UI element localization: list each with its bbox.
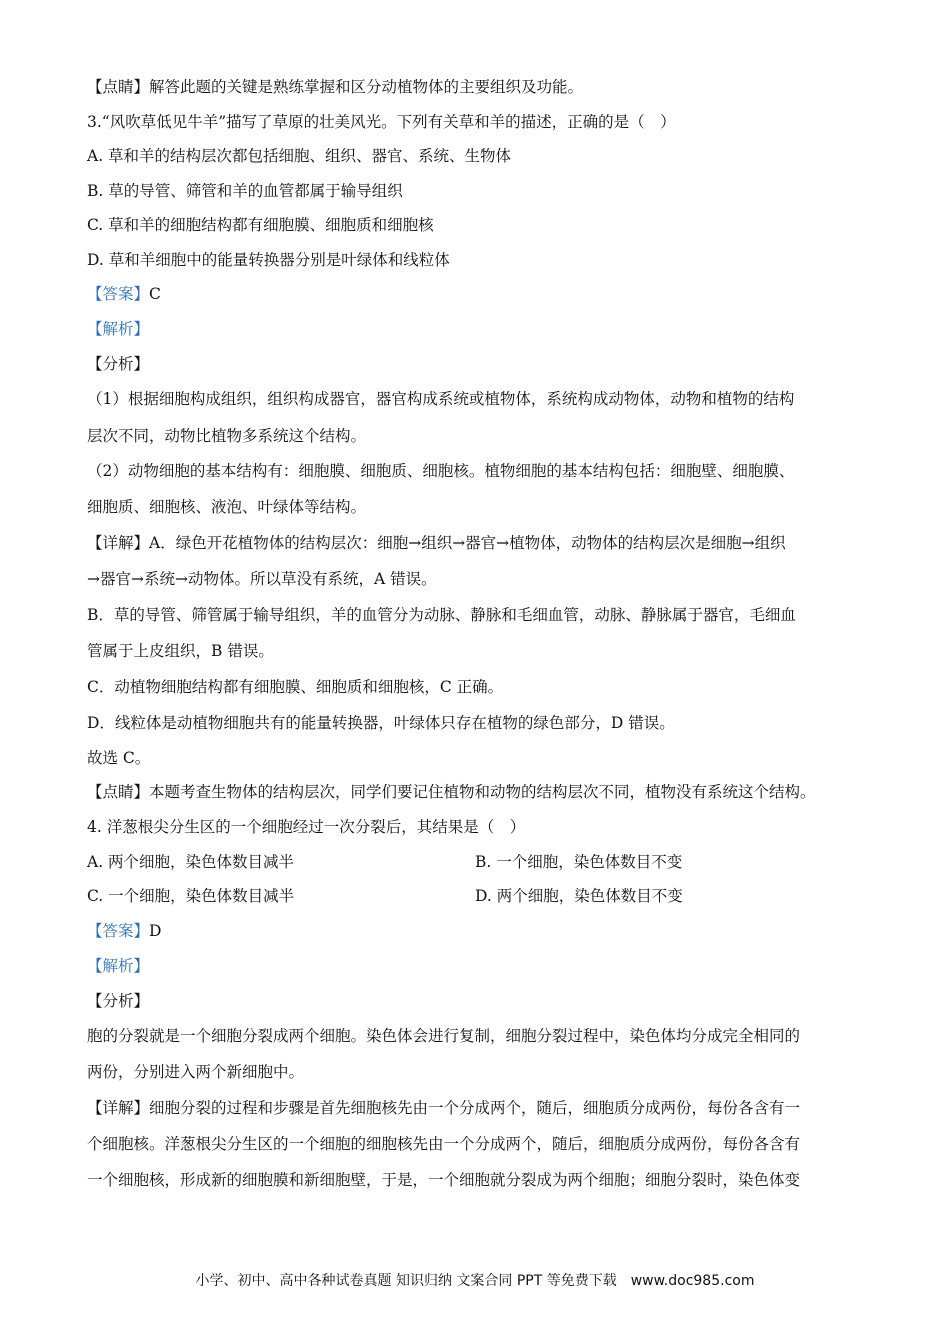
option-b: B. 草的导管、筛管和羊的血管都属于输导组织 <box>87 182 403 200</box>
page-footer: 小学、初中、高中各种试卷真题 知识归纳 文案合同 PPT 等免费下载 www.doc985.com <box>195 1273 755 1289</box>
jiexi-tag: 【解析】 <box>87 320 150 338</box>
xiangjie-line: 个细胞核。洋葱根尖分生区的一个细胞的细胞核先由一个分成两个，随后，细胞质分成两份，每份各含有 <box>87 1135 801 1153</box>
option-a: A. 草和羊的结构层次都包括细胞、组织、器官、系统、生物体 <box>87 147 512 165</box>
fenxi-tag: 【分析】 <box>87 355 150 373</box>
fenxi-line: （1）根据细胞构成组织，组织构成器官，器官构成系统或植物体，系统构成动物体，动物和植物的结构 <box>87 390 795 408</box>
xiangjie-line <box>87 1098 800 1118</box>
option-c: C. 一个细胞，染色体数目减半 <box>87 887 295 905</box>
xiangjie-tag: 【详解】 <box>87 1099 150 1117</box>
xiangjie-text: 细胞分裂的过程和步骤是首先细胞核先由一个分成两个，随后，细胞质分成两份，每份各含有一 <box>149 1099 801 1117</box>
option-d: D. 两个细胞，染色体数目不变 <box>475 887 683 905</box>
dianjing-line <box>87 77 583 97</box>
xiangjie-line <box>87 533 786 553</box>
dianjing-tag: 【点睛】 <box>87 78 150 96</box>
answer-value: C <box>149 285 161 303</box>
answer-line <box>87 284 161 304</box>
fenxi-line: （2）动物细胞的基本结构有：细胞膜、细胞质、细胞核。植物细胞的基本结构包括：细胞壁、细胞膜、 <box>87 462 795 480</box>
xiangjie-line: 管属于上皮组织，B 错误。 <box>87 642 274 660</box>
fenxi-line: 胞的分裂就是一个细胞分裂成两个细胞。染色体会进行复制，细胞分裂过程中，染色体均分成完全相同的 <box>87 1027 801 1045</box>
option-c: C. 草和羊的细胞结构都有细胞膜、细胞质和细胞核 <box>87 216 434 234</box>
xiangjie-line: C．动植物细胞结构都有细胞膜、细胞质和细胞核，C 正确。 <box>87 678 504 696</box>
xiangjie-line: 一个细胞核，形成新的细胞膜和新细胞壁，于是，一个细胞就分裂成为两个细胞；细胞分裂时，染色体变 <box>87 1171 801 1189</box>
option-a: A. 两个细胞，染色体数目减半 <box>87 853 295 871</box>
xiangjie-line: →器官→系统→动物体。所以草没有系统，A 错误。 <box>87 570 437 588</box>
fenxi-line: 细胞质、细胞核、液泡、叶绿体等结构。 <box>87 498 367 516</box>
question-stem: 4. 洋葱根尖分生区的一个细胞经过一次分裂后，其结果是（ ） <box>87 818 526 836</box>
fenxi-tag: 【分析】 <box>87 992 150 1010</box>
dianjing-text: 解答此题的关键是熟练掌握和区分动植物体的主要组织及功能。 <box>149 78 584 96</box>
xiangjie-line: B．草的导管、筛管属于输导组织，羊的血管分为动脉、静脉和毛细血管，动脉、静脉属于器官，毛细血 <box>87 606 796 624</box>
xiangjie-tag: 【详解】 <box>87 534 150 552</box>
question-stem: 3.“风吹草低见牛羊”描写了草原的壮美风光。下列有关草和羊的描述，正确的是（ ） <box>87 113 676 131</box>
dianjing-tag: 【点睛】 <box>87 783 150 801</box>
option-d: D. 草和羊细胞中的能量转换器分别是叶绿体和线粒体 <box>87 251 450 269</box>
fenxi-line: 层次不同，动物比植物多系统这个结构。 <box>87 427 367 445</box>
xiangjie-line: D．线粒体是动植物细胞共有的能量转换器，叶绿体只存在植物的绿色部分，D 错误。 <box>87 714 675 732</box>
jiexi-tag: 【解析】 <box>87 957 150 975</box>
fenxi-line: 两份，分别进入两个新细胞中。 <box>87 1063 305 1081</box>
dianjing-line <box>87 782 816 802</box>
answer-tag: 【答案】 <box>87 922 150 940</box>
answer-line <box>87 921 161 941</box>
answer-tag: 【答案】 <box>87 285 150 303</box>
option-b: B. 一个细胞，染色体数目不变 <box>475 853 683 871</box>
xiangjie-text: A．绿色开花植物体的结构层次：细胞→组织→器官→植物体，动物体的结构层次是细胞→组织 <box>149 534 786 552</box>
xiangjie-line: 故选 C。 <box>87 749 151 767</box>
dianjing-text: 本题考查生物体的结构层次，同学们要记住植物和动物的结构层次不同，植物没有系统这个结构。 <box>149 783 816 801</box>
answer-value: D <box>149 922 162 940</box>
